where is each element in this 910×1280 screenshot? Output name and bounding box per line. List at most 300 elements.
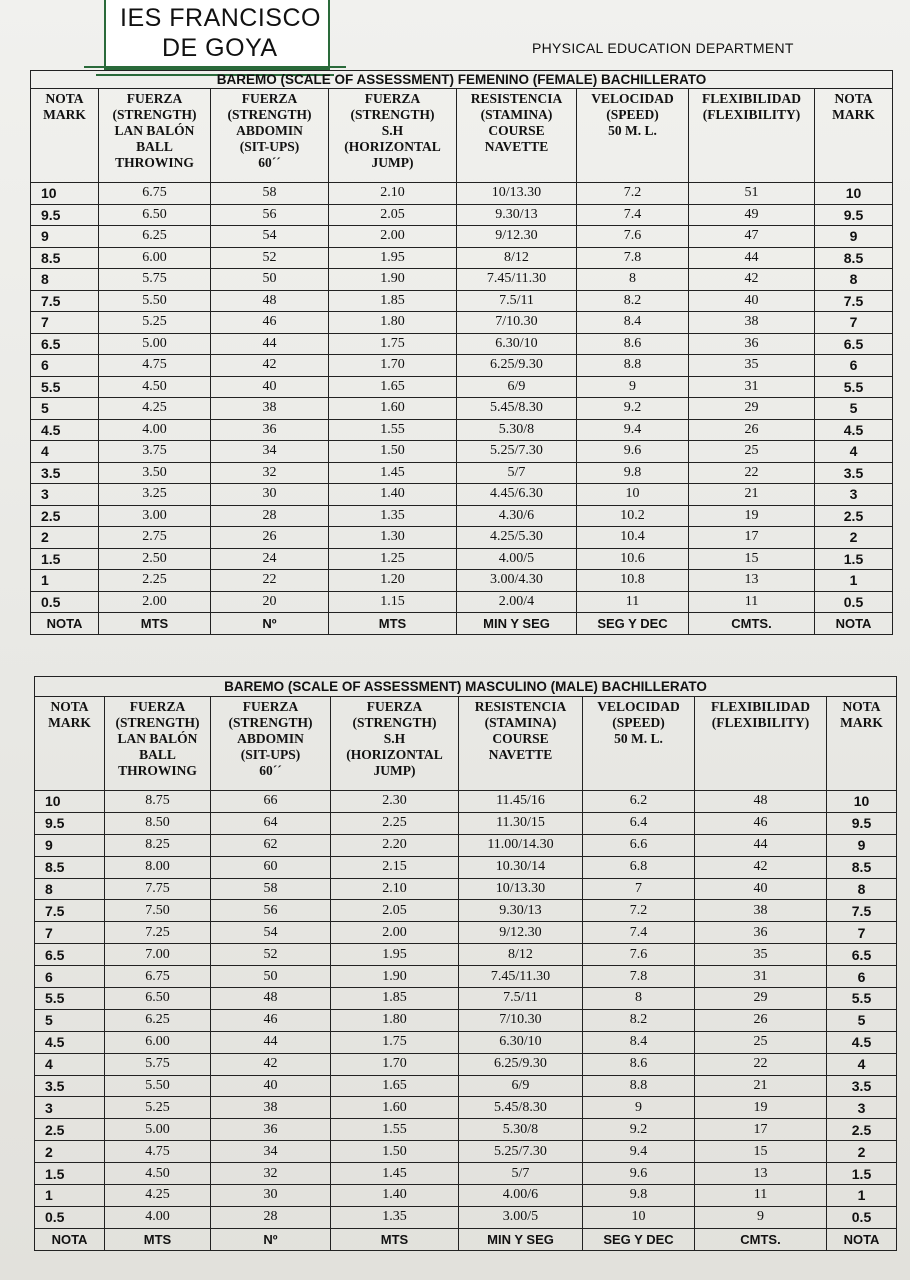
value-cell: 54	[211, 226, 329, 248]
unit-cell: MIN Y SEG	[459, 1228, 583, 1250]
value-cell: 1.40	[331, 1185, 459, 1207]
mark-cell: 3.5	[827, 1075, 897, 1097]
male-assessment-table	[34, 676, 897, 1251]
unit-cell: MTS	[105, 1228, 211, 1250]
column-header	[331, 697, 459, 791]
female-column-headers	[31, 89, 893, 183]
value-cell: 3.25	[99, 484, 211, 506]
column-header-line: FUERZA	[242, 699, 299, 714]
mark-cell: 5	[827, 1009, 897, 1031]
value-cell: 56	[211, 900, 331, 922]
value-cell: 2.30	[331, 791, 459, 813]
column-header	[827, 697, 897, 791]
unit-cell: MIN Y SEG	[457, 613, 577, 635]
column-header-line: NAVETTE	[488, 747, 553, 762]
column-header-line: JUMP)	[373, 763, 416, 778]
value-cell: 1.40	[329, 484, 457, 506]
column-header-line: LAN BALÓN	[117, 731, 198, 746]
value-cell: 3.50	[99, 462, 211, 484]
value-cell: 1.50	[329, 441, 457, 463]
column-header-line: MARK	[48, 715, 91, 730]
value-cell: 58	[211, 878, 331, 900]
value-cell: 42	[211, 1053, 331, 1075]
value-cell: 46	[211, 1009, 331, 1031]
unit-cell: MTS	[329, 613, 457, 635]
value-cell: 38	[211, 398, 329, 420]
value-cell: 4.75	[99, 355, 211, 377]
mark-cell: 10	[827, 791, 897, 813]
mark-cell: 8	[827, 878, 897, 900]
value-cell: 2.05	[331, 900, 459, 922]
value-cell: 5.25/7.30	[457, 441, 577, 463]
value-cell: 4.00	[99, 419, 211, 441]
value-cell: 56	[211, 204, 329, 226]
value-cell: 22	[695, 1053, 827, 1075]
value-cell: 8	[577, 269, 689, 291]
value-cell: 32	[211, 462, 329, 484]
value-cell: 1.30	[329, 527, 457, 549]
value-cell: 5.00	[99, 333, 211, 355]
mark-cell: 7.5	[31, 290, 99, 312]
table-row	[35, 1097, 897, 1119]
value-cell: 4.30/6	[457, 505, 577, 527]
mark-cell: 7	[35, 922, 105, 944]
value-cell: 19	[689, 505, 815, 527]
mark-cell: 1.5	[815, 548, 893, 570]
table-row	[35, 878, 897, 900]
value-cell: 6.4	[583, 812, 695, 834]
mark-cell: 1.5	[827, 1163, 897, 1185]
value-cell: 28	[211, 1206, 331, 1228]
table-row	[31, 312, 893, 334]
value-cell: 42	[689, 269, 815, 291]
column-header-line: COURSE	[488, 123, 545, 138]
value-cell: 1.15	[329, 591, 457, 613]
mark-cell: 6.5	[815, 333, 893, 355]
mark-cell: 8.5	[827, 856, 897, 878]
mark-cell: 10	[35, 791, 105, 813]
table-row	[35, 900, 897, 922]
value-cell: 1.85	[331, 988, 459, 1010]
value-cell: 5.25	[99, 312, 211, 334]
mark-cell: 0.5	[827, 1206, 897, 1228]
mark-cell: 7.5	[827, 900, 897, 922]
table-row	[35, 1053, 897, 1075]
value-cell: 8.2	[583, 1009, 695, 1031]
value-cell: 1.75	[329, 333, 457, 355]
table-row	[31, 570, 893, 592]
value-cell: 8.6	[583, 1053, 695, 1075]
unit-cell: CMTS.	[695, 1228, 827, 1250]
mark-cell: 2	[35, 1141, 105, 1163]
value-cell: 48	[211, 290, 329, 312]
table-row	[31, 204, 893, 226]
table-row	[31, 462, 893, 484]
column-header	[31, 89, 99, 183]
table-row	[31, 591, 893, 613]
mark-cell: 7	[815, 312, 893, 334]
mark-cell: 7	[31, 312, 99, 334]
value-cell: 30	[211, 1185, 331, 1207]
value-cell: 9.8	[577, 462, 689, 484]
value-cell: 6.25/9.30	[457, 355, 577, 377]
value-cell: 44	[211, 1031, 331, 1053]
value-cell: 2.00	[329, 226, 457, 248]
column-header	[577, 89, 689, 183]
value-cell: 7.45/11.30	[459, 966, 583, 988]
column-header-line: (STRENGTH)	[350, 107, 435, 122]
column-header	[689, 89, 815, 183]
mark-cell: 6	[35, 966, 105, 988]
value-cell: 10/13.30	[459, 878, 583, 900]
value-cell: 24	[211, 548, 329, 570]
table-row	[31, 333, 893, 355]
mark-cell: 0.5	[815, 591, 893, 613]
value-cell: 3.00/5	[459, 1206, 583, 1228]
mark-cell: 5.5	[827, 988, 897, 1010]
table-row	[31, 355, 893, 377]
value-cell: 6.6	[583, 834, 695, 856]
value-cell: 44	[211, 333, 329, 355]
column-header-line: 60´´	[259, 763, 282, 778]
female-assessment-table	[30, 70, 893, 635]
value-cell: 10.8	[577, 570, 689, 592]
female-table-body	[31, 183, 893, 635]
mark-cell: 3	[827, 1097, 897, 1119]
value-cell: 11.30/15	[459, 812, 583, 834]
table-row	[31, 226, 893, 248]
value-cell: 9.8	[583, 1185, 695, 1207]
value-cell: 6.00	[99, 247, 211, 269]
value-cell: 4.75	[105, 1141, 211, 1163]
value-cell: 22	[689, 462, 815, 484]
value-cell: 6/9	[459, 1075, 583, 1097]
mark-cell: 9	[815, 226, 893, 248]
column-header	[99, 89, 211, 183]
column-header-line: VELOCIDAD	[591, 91, 674, 106]
value-cell: 17	[689, 527, 815, 549]
mark-cell: 1.5	[31, 548, 99, 570]
mark-cell: 8	[35, 878, 105, 900]
column-header	[211, 89, 329, 183]
table-row	[31, 548, 893, 570]
value-cell: 15	[689, 548, 815, 570]
table-row	[35, 944, 897, 966]
value-cell: 4.00	[105, 1206, 211, 1228]
value-cell: 1.90	[331, 966, 459, 988]
units-row	[31, 613, 893, 635]
column-header-line: FUERZA	[241, 91, 298, 106]
mark-cell: 3	[815, 484, 893, 506]
value-cell: 2.05	[329, 204, 457, 226]
value-cell: 4.25	[99, 398, 211, 420]
column-header-line: 60´´	[258, 155, 281, 170]
column-header-line: THROWING	[118, 763, 197, 778]
column-header-line: VELOCIDAD	[597, 699, 680, 714]
value-cell: 1.35	[329, 505, 457, 527]
column-header	[459, 697, 583, 791]
value-cell: 7/10.30	[457, 312, 577, 334]
mark-cell: 5	[31, 398, 99, 420]
unit-cell: NOTA	[815, 613, 893, 635]
mark-cell: 8.5	[31, 247, 99, 269]
mark-cell: 1.5	[35, 1163, 105, 1185]
value-cell: 1.60	[329, 398, 457, 420]
value-cell: 9.6	[577, 441, 689, 463]
value-cell: 8.6	[577, 333, 689, 355]
column-header-line: (SPEED)	[606, 107, 659, 122]
value-cell: 2.15	[331, 856, 459, 878]
value-cell: 5/7	[459, 1163, 583, 1185]
value-cell: 7.4	[577, 204, 689, 226]
mark-cell: 5.5	[31, 376, 99, 398]
value-cell: 17	[695, 1119, 827, 1141]
mark-cell: 10	[815, 183, 893, 205]
value-cell: 7	[583, 878, 695, 900]
value-cell: 5/7	[457, 462, 577, 484]
table-row	[35, 1075, 897, 1097]
column-header-line: 50 M. L.	[614, 731, 663, 746]
value-cell: 5.75	[99, 269, 211, 291]
value-cell: 62	[211, 834, 331, 856]
table-row	[35, 922, 897, 944]
table-row	[31, 484, 893, 506]
mark-cell: 4.5	[35, 1031, 105, 1053]
mark-cell: 1	[35, 1185, 105, 1207]
mark-cell: 6	[827, 966, 897, 988]
value-cell: 10/13.30	[457, 183, 577, 205]
value-cell: 52	[211, 944, 331, 966]
value-cell: 29	[689, 398, 815, 420]
table-row	[35, 1141, 897, 1163]
table-row	[31, 290, 893, 312]
value-cell: 6.8	[583, 856, 695, 878]
value-cell: 51	[689, 183, 815, 205]
value-cell: 7.6	[577, 226, 689, 248]
value-cell: 2.00	[331, 922, 459, 944]
mark-cell: 6	[31, 355, 99, 377]
value-cell: 42	[695, 856, 827, 878]
mark-cell: 10	[31, 183, 99, 205]
value-cell: 7.8	[583, 966, 695, 988]
value-cell: 7.6	[583, 944, 695, 966]
value-cell: 35	[689, 355, 815, 377]
value-cell: 1.90	[329, 269, 457, 291]
table-row	[35, 834, 897, 856]
value-cell: 1.20	[329, 570, 457, 592]
column-header-line: (STRENGTH)	[115, 715, 200, 730]
value-cell: 8/12	[459, 944, 583, 966]
value-cell: 8.50	[105, 812, 211, 834]
value-cell: 48	[695, 791, 827, 813]
value-cell: 1.80	[331, 1009, 459, 1031]
value-cell: 1.55	[329, 419, 457, 441]
column-header-line: RESISTENCIA	[470, 91, 563, 106]
value-cell: 11	[689, 591, 815, 613]
mark-cell: 4	[31, 441, 99, 463]
value-cell: 7.50	[105, 900, 211, 922]
value-cell: 19	[695, 1097, 827, 1119]
mark-cell: 8.5	[815, 247, 893, 269]
unit-cell: NOTA	[31, 613, 99, 635]
mark-cell: 6.5	[35, 944, 105, 966]
value-cell: 7.75	[105, 878, 211, 900]
value-cell: 3.75	[99, 441, 211, 463]
value-cell: 2.10	[329, 183, 457, 205]
value-cell: 6.30/10	[457, 333, 577, 355]
mark-cell: 6	[815, 355, 893, 377]
table-row	[35, 988, 897, 1010]
value-cell: 7.45/11.30	[457, 269, 577, 291]
column-header-line: FUERZA	[366, 699, 423, 714]
mark-cell: 9	[31, 226, 99, 248]
mark-cell: 9.5	[815, 204, 893, 226]
value-cell: 1.95	[329, 247, 457, 269]
table-row	[31, 183, 893, 205]
column-header-line: S.H	[381, 123, 404, 138]
value-cell: 46	[211, 312, 329, 334]
column-header-line: (FLEXIBILITY)	[711, 715, 810, 730]
value-cell: 6.25	[99, 226, 211, 248]
value-cell: 8.2	[577, 290, 689, 312]
male-table-title: BAREMO (SCALE OF ASSESSMENT) MASCULINO (MALE) BACHILLERATO	[35, 677, 897, 697]
value-cell: 2.00	[99, 591, 211, 613]
column-header-line: (SIT-UPS)	[239, 139, 300, 154]
value-cell: 1.70	[331, 1053, 459, 1075]
value-cell: 29	[695, 988, 827, 1010]
value-cell: 7.2	[577, 183, 689, 205]
green-rule-top	[84, 66, 346, 68]
mark-cell: 3	[31, 484, 99, 506]
value-cell: 44	[689, 247, 815, 269]
column-header-line: BALL	[136, 139, 173, 154]
mark-cell: 4.5	[827, 1031, 897, 1053]
value-cell: 4.50	[105, 1163, 211, 1185]
value-cell: 44	[695, 834, 827, 856]
unit-cell: SEG Y DEC	[577, 613, 689, 635]
value-cell: 38	[211, 1097, 331, 1119]
value-cell: 1.65	[329, 376, 457, 398]
column-header-line: COURSE	[492, 731, 549, 746]
value-cell: 54	[211, 922, 331, 944]
column-header-line: NOTA	[842, 699, 881, 714]
value-cell: 9.30/13	[459, 900, 583, 922]
column-header-line: S.H	[383, 731, 406, 746]
mark-cell: 3.5	[815, 462, 893, 484]
unit-cell: MTS	[99, 613, 211, 635]
value-cell: 34	[211, 1141, 331, 1163]
value-cell: 7.8	[577, 247, 689, 269]
mark-cell: 3.5	[31, 462, 99, 484]
value-cell: 40	[211, 1075, 331, 1097]
value-cell: 2.20	[331, 834, 459, 856]
table-row	[31, 441, 893, 463]
value-cell: 36	[695, 922, 827, 944]
value-cell: 20	[211, 591, 329, 613]
value-cell: 5.45/8.30	[459, 1097, 583, 1119]
value-cell: 60	[211, 856, 331, 878]
table-row	[31, 376, 893, 398]
value-cell: 3.00	[99, 505, 211, 527]
value-cell: 26	[695, 1009, 827, 1031]
value-cell: 15	[695, 1141, 827, 1163]
value-cell: 26	[689, 419, 815, 441]
mark-cell: 0.5	[35, 1206, 105, 1228]
value-cell: 7.5/11	[457, 290, 577, 312]
value-cell: 6.50	[105, 988, 211, 1010]
column-header-line: FLEXIBILIDAD	[710, 699, 811, 714]
table-row	[35, 812, 897, 834]
value-cell: 11	[695, 1185, 827, 1207]
value-cell: 1.75	[331, 1031, 459, 1053]
value-cell: 58	[211, 183, 329, 205]
school-logo-box	[104, 0, 330, 70]
value-cell: 38	[689, 312, 815, 334]
column-header-line: THROWING	[115, 155, 194, 170]
table-row	[31, 247, 893, 269]
value-cell: 8.4	[583, 1031, 695, 1053]
column-header-line: (STRENGTH)	[228, 715, 313, 730]
table-row	[31, 527, 893, 549]
value-cell: 4.50	[99, 376, 211, 398]
value-cell: 36	[211, 1119, 331, 1141]
unit-cell: NOTA	[827, 1228, 897, 1250]
female-table-title: BAREMO (SCALE OF ASSESSMENT) FEMENINO (FEMALE) BACHILLERATO	[31, 71, 893, 89]
column-header-line: NOTA	[50, 699, 89, 714]
column-header-line: RESISTENCIA	[474, 699, 567, 714]
unit-cell: NOTA	[35, 1228, 105, 1250]
value-cell: 66	[211, 791, 331, 813]
mark-cell: 4	[815, 441, 893, 463]
value-cell: 8/12	[457, 247, 577, 269]
mark-cell: 5.5	[815, 376, 893, 398]
value-cell: 9/12.30	[457, 226, 577, 248]
unit-cell: Nº	[211, 1228, 331, 1250]
value-cell: 6.30/10	[459, 1031, 583, 1053]
mark-cell: 4	[827, 1053, 897, 1075]
value-cell: 36	[211, 419, 329, 441]
value-cell: 5.25/7.30	[459, 1141, 583, 1163]
value-cell: 31	[689, 376, 815, 398]
mark-cell: 2	[31, 527, 99, 549]
column-header-line: MARK	[840, 715, 883, 730]
mark-cell: 2.5	[35, 1119, 105, 1141]
value-cell: 1.50	[331, 1141, 459, 1163]
column-header	[105, 697, 211, 791]
mark-cell: 4.5	[815, 419, 893, 441]
column-header-line: JUMP)	[371, 155, 414, 170]
value-cell: 3.00/4.30	[457, 570, 577, 592]
unit-cell: CMTS.	[689, 613, 815, 635]
column-header-line: BALL	[139, 747, 176, 762]
column-header-line: (STRENGTH)	[112, 107, 197, 122]
value-cell: 28	[211, 505, 329, 527]
column-header-line: FUERZA	[364, 91, 421, 106]
value-cell: 5.25	[105, 1097, 211, 1119]
value-cell: 1.65	[331, 1075, 459, 1097]
value-cell: 2.00/4	[457, 591, 577, 613]
value-cell: 31	[695, 966, 827, 988]
value-cell: 47	[689, 226, 815, 248]
value-cell: 11.00/14.30	[459, 834, 583, 856]
value-cell: 6/9	[457, 376, 577, 398]
value-cell: 9.6	[583, 1163, 695, 1185]
value-cell: 6.2	[583, 791, 695, 813]
mark-cell: 1	[827, 1185, 897, 1207]
value-cell: 6.50	[99, 204, 211, 226]
value-cell: 9	[577, 376, 689, 398]
school-name-line1: IES FRANCISCO	[120, 4, 321, 32]
